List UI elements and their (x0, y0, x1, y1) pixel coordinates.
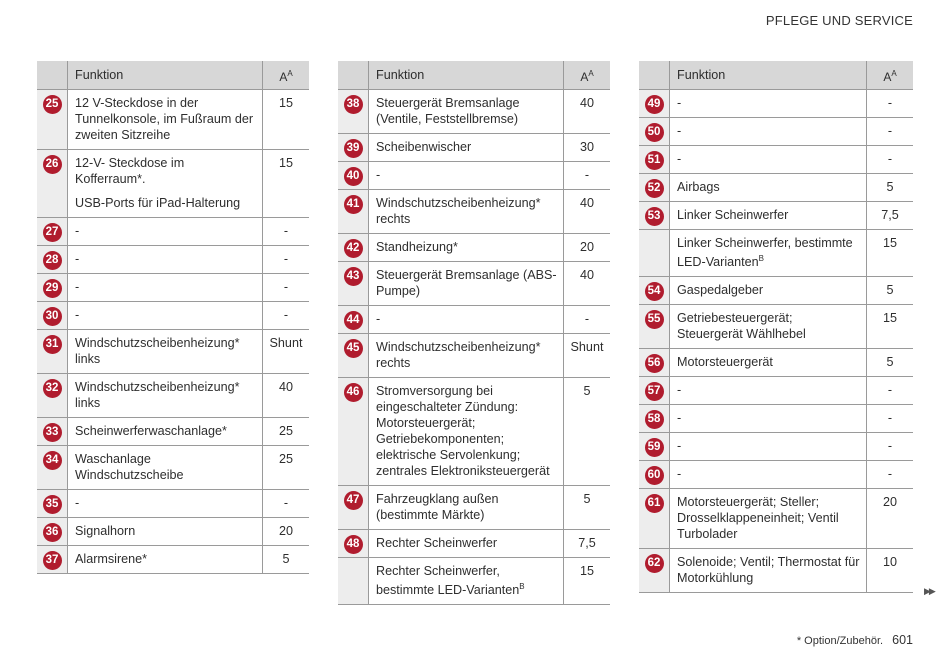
function-text: Steuergerät Bremsanlage (Ventile, Feststellbremse) (376, 96, 520, 126)
function-cell (68, 90, 263, 150)
table-row (338, 134, 610, 162)
function-cell (369, 378, 564, 486)
fuse-table (639, 61, 913, 593)
ampere-superscript: A (891, 68, 897, 78)
table-row (37, 546, 309, 574)
table-row (639, 489, 913, 549)
fuse-number-badge: 51 (645, 151, 664, 170)
ampere-cell: - (263, 274, 310, 302)
function-cell (369, 558, 564, 605)
ampere-cell: 40 (263, 374, 310, 418)
fuse-table (37, 61, 309, 574)
function-text: - (677, 96, 682, 110)
table-row (639, 405, 913, 433)
fuse-number-cell (338, 530, 369, 558)
ampere-cell: Shunt (564, 334, 611, 378)
ampere-symbol: A (580, 69, 589, 84)
table-row (338, 530, 610, 558)
function-text: Gaspedalgeber (677, 283, 764, 298)
function-cell (670, 305, 867, 349)
fuse-number-badge: 59 (645, 438, 664, 457)
fuse-number-badge: 41 (344, 195, 363, 214)
table-row (338, 262, 610, 306)
ampere-cell: 25 (263, 418, 310, 446)
function-text: - (376, 168, 381, 182)
fuse-number-badge: 27 (43, 223, 62, 242)
fuse-number-badge: 36 (43, 523, 62, 542)
fuse-number-badge: 37 (43, 551, 62, 570)
function-cell (68, 302, 263, 330)
function-cell (670, 405, 867, 433)
function-text: - (75, 224, 80, 238)
fuse-number-badge: 39 (344, 139, 363, 158)
fuse-number-cell (639, 405, 670, 433)
fuse-number-cell (37, 150, 68, 218)
ampere-cell: 40 (564, 190, 611, 234)
function-text: Windschutzscheibenheizung* rechts (376, 340, 541, 370)
table-row (37, 90, 309, 150)
function-cell (369, 234, 564, 262)
ampere-cell: 15 (564, 558, 611, 605)
fuse-number-badge: 30 (43, 307, 62, 326)
fuse-number-cell (639, 349, 670, 377)
function-text: - (75, 280, 80, 294)
fuse-number-cell (639, 305, 670, 349)
ampere-cell: 40 (564, 90, 611, 134)
function-text: Getriebesteuergerät; Steuergerät Wählhebel (677, 311, 806, 342)
fuse-number-cell (639, 489, 670, 549)
function-cell (369, 162, 564, 190)
table-row (338, 190, 610, 234)
table-row (639, 230, 913, 277)
fuse-number-badge: 25 (43, 95, 62, 114)
function-text: - (677, 152, 682, 166)
function-cell (670, 433, 867, 461)
fuse-number-cell (639, 174, 670, 202)
footnote-option: * Option/Zubehör. (796, 635, 884, 647)
fuse-number-badge: 55 (645, 310, 664, 329)
function-cell (369, 262, 564, 306)
function-text: Rechter Scheinwerfer (376, 536, 498, 550)
continue-arrow-icon[interactable]: ▶▶ (924, 586, 934, 596)
table-row (639, 202, 913, 230)
ampere-cell: 10 (867, 549, 914, 593)
function-text: Steuergerät Bremsanlage (ABS-Pumpe) (376, 268, 557, 298)
function-text: 12 V-Steckdose in der Tunnelkonsole, im Fußraum der zweiten Sitzreihe (75, 96, 254, 142)
function-text: Airbags (677, 180, 720, 194)
header-function-label: Funktion (75, 68, 124, 82)
table-row (37, 446, 309, 490)
function-text: - (677, 124, 682, 138)
page-number: 601 (892, 633, 913, 647)
table-row (338, 334, 610, 378)
function-cell (670, 146, 867, 174)
page-footer (797, 633, 913, 647)
table-row (37, 218, 309, 246)
function-cell (68, 330, 263, 374)
table-row (639, 549, 913, 593)
function-text: Fahrzeugklang außen (bestimmte Märkte) (376, 492, 499, 522)
function-cell (369, 530, 564, 558)
fuse-number-cell (338, 190, 369, 234)
table-row (37, 150, 309, 218)
function-cell (369, 334, 564, 378)
ampere-cell: - (263, 246, 310, 274)
function-cell (369, 134, 564, 162)
fuse-table-column-2 (338, 61, 610, 605)
fuse-number-cell (37, 246, 68, 274)
table-row (639, 90, 913, 118)
table-row (639, 174, 913, 202)
ampere-superscript: A (287, 68, 293, 78)
fuse-number-badge: 61 (645, 494, 664, 513)
footnote-marker: B (519, 582, 525, 591)
fuse-number-cell (639, 202, 670, 230)
fuse-number-cell (338, 234, 369, 262)
table-row (338, 162, 610, 190)
ampere-cell: - (867, 90, 914, 118)
footnote-marker: B (758, 254, 765, 263)
function-cell (369, 190, 564, 234)
fuse-number-cell (639, 377, 670, 405)
fuse-number-cell (338, 134, 369, 162)
ampere-cell: 5 (867, 349, 914, 377)
fuse-number-badge: 33 (43, 423, 62, 442)
function-text: Windschutzscheibenheizung* rechts (376, 196, 541, 226)
table-row (338, 306, 610, 334)
table-row (338, 234, 610, 262)
header-number-cell (639, 61, 670, 90)
ampere-cell: - (263, 218, 310, 246)
fuse-number-badge: 50 (645, 123, 664, 142)
table-row (37, 274, 309, 302)
fuse-number-cell (338, 162, 369, 190)
ampere-cell: - (867, 433, 914, 461)
ampere-cell: - (564, 306, 611, 334)
fuse-table-column-1 (37, 61, 309, 574)
function-cell (670, 118, 867, 146)
function-cell (670, 349, 867, 377)
ampere-cell: 40 (564, 262, 611, 306)
function-cell (369, 306, 564, 334)
table-row (338, 378, 610, 486)
function-cell (670, 174, 867, 202)
fuse-number-cell (338, 378, 369, 486)
fuse-number-badge: 46 (344, 383, 363, 402)
ampere-cell: - (867, 461, 914, 489)
table-header-row (37, 61, 309, 90)
fuse-number-cell (639, 118, 670, 146)
ampere-cell: - (867, 405, 914, 433)
ampere-cell: Shunt (263, 330, 310, 374)
function-text: - (75, 308, 80, 322)
fuse-number-cell (37, 518, 68, 546)
function-cell (670, 549, 867, 593)
ampere-cell: 20 (263, 518, 310, 546)
ampere-cell: 5 (564, 486, 611, 530)
table-row (639, 461, 913, 489)
fuse-number-badge: 54 (645, 282, 664, 301)
fuse-table-column-3 (639, 61, 913, 593)
function-cell (670, 377, 867, 405)
function-cell (68, 150, 263, 218)
fuse-number-cell (37, 218, 68, 246)
fuse-number-badge: 26 (43, 155, 62, 174)
ampere-cell: 15 (867, 230, 914, 277)
header-number-cell (37, 61, 68, 90)
ampere-cell: 5 (867, 277, 914, 305)
function-text: - (75, 252, 80, 266)
function-text: Scheinwerferwaschanlage* (75, 424, 227, 438)
fuse-number-cell (37, 546, 68, 574)
ampere-symbol: A (279, 69, 288, 84)
header-function (670, 61, 867, 90)
ampere-cell: 7,5 (867, 202, 914, 230)
table-row (37, 330, 309, 374)
ampere-cell: 25 (263, 446, 310, 490)
ampere-superscript: A (588, 68, 594, 78)
function-text: Signalhorn (75, 524, 136, 538)
ampere-cell: 5 (564, 378, 611, 486)
fuse-number-badge: 29 (43, 279, 62, 298)
function-cell (670, 202, 867, 230)
function-cell (68, 374, 263, 418)
fuse-number-cell (639, 230, 670, 277)
function-note: USB-Ports für iPad-Halterung (75, 196, 241, 210)
function-cell (670, 230, 867, 277)
fuse-number-cell (639, 277, 670, 305)
ampere-cell: - (867, 377, 914, 405)
fuse-number-cell (37, 274, 68, 302)
fuse-number-badge: 44 (344, 311, 363, 330)
fuse-number-badge: 38 (344, 95, 363, 114)
fuse-number-cell (37, 418, 68, 446)
fuse-number-badge: 47 (344, 491, 363, 510)
function-text: Waschanlage Windschutzscheibe (75, 452, 184, 482)
table-row (338, 90, 610, 134)
function-cell (670, 277, 867, 305)
header-ampere (263, 61, 310, 90)
ampere-cell: - (263, 302, 310, 330)
ampere-cell: - (564, 162, 611, 190)
fuse-number-cell (37, 90, 68, 150)
fuse-table (338, 61, 610, 605)
function-cell (68, 490, 263, 518)
table-row (639, 277, 913, 305)
function-cell (68, 446, 263, 490)
fuse-number-cell (37, 302, 68, 330)
ampere-cell: 5 (263, 546, 310, 574)
fuse-number-badge: 35 (43, 495, 62, 514)
table-row (338, 558, 610, 605)
function-cell (68, 418, 263, 446)
table-row (37, 418, 309, 446)
fuse-number-badge: 57 (645, 382, 664, 401)
function-cell (68, 246, 263, 274)
function-cell (68, 546, 263, 574)
function-text: - (677, 383, 682, 398)
fuse-number-badge: 43 (344, 267, 363, 286)
function-text: Linker Scheinwerfer (677, 208, 789, 222)
table-row (37, 518, 309, 546)
fuse-number-badge: 40 (344, 167, 363, 186)
fuse-number-badge: 49 (645, 95, 664, 114)
function-text: - (677, 411, 682, 426)
ampere-cell: 5 (867, 174, 914, 202)
fuse-number-badge: 60 (645, 466, 664, 485)
header-function-label: Funktion (677, 68, 726, 82)
ampere-cell: 15 (263, 150, 310, 218)
table-row (37, 246, 309, 274)
function-text: Alarmsirene* (75, 552, 148, 566)
fuse-number-badge: 32 (43, 379, 62, 398)
function-text: Windschutzscheibenheizung* links (75, 336, 240, 366)
fuse-number-cell (338, 334, 369, 378)
fuse-number-cell (338, 306, 369, 334)
fuse-number-badge: 34 (43, 451, 62, 470)
function-cell (369, 90, 564, 134)
fuse-number-cell (639, 549, 670, 593)
function-text: Scheibenwischer (376, 140, 472, 154)
fuse-number-cell (37, 490, 68, 518)
table-row (37, 374, 309, 418)
ampere-symbol: A (883, 69, 892, 84)
table-row (639, 305, 913, 349)
function-cell (670, 461, 867, 489)
fuse-number-cell (639, 461, 670, 489)
header-function (68, 61, 263, 90)
fuse-number-cell (338, 558, 369, 605)
header-ampere (867, 61, 914, 90)
fuse-number-cell (338, 486, 369, 530)
table-row (639, 433, 913, 461)
table-header-row (338, 61, 610, 90)
fuse-number-cell (37, 374, 68, 418)
header-function-label: Funktion (376, 68, 425, 82)
function-text: - (376, 312, 381, 326)
function-text: - (75, 496, 80, 510)
table-row (338, 486, 610, 530)
table-row (37, 490, 309, 518)
fuse-number-cell (639, 433, 670, 461)
fuse-number-cell (37, 330, 68, 374)
header-number-cell (338, 61, 369, 90)
fuse-number-cell (338, 262, 369, 306)
ampere-cell: - (263, 490, 310, 518)
header-ampere (564, 61, 611, 90)
function-cell (68, 218, 263, 246)
fuse-number-cell (639, 146, 670, 174)
fuse-number-badge: 58 (645, 410, 664, 429)
ampere-cell: 15 (867, 305, 914, 349)
function-cell (369, 486, 564, 530)
fuse-number-badge: 45 (344, 339, 363, 358)
table-row (639, 377, 913, 405)
function-text: 12-V- Steckdose im Kofferraum*. (75, 156, 185, 186)
function-text: Motorsteuergerät (677, 355, 773, 370)
ampere-cell: 15 (263, 90, 310, 150)
ampere-cell: 20 (867, 489, 914, 549)
ampere-cell: - (867, 118, 914, 146)
ampere-cell: - (867, 146, 914, 174)
fuse-number-badge: 56 (645, 354, 664, 373)
fuse-number-cell (37, 446, 68, 490)
header-function (369, 61, 564, 90)
table-header-row (639, 61, 913, 90)
table-row (639, 349, 913, 377)
function-cell (670, 489, 867, 549)
fuse-number-cell (639, 90, 670, 118)
function-text: Rechter Scheinwerfer, bestimmte LED-Varianten (376, 564, 520, 598)
function-text: Motorsteuergerät; Steller; Drosselklappeneinheit; Ventil Turbolader (677, 495, 839, 542)
function-text: Stromversorgung bei eingeschalteter Zündung: Motorsteuergerät; Getriebekomponenten; elektrische Servolenkung; zentrales Elektroniksteuergerät (376, 384, 550, 478)
function-cell (68, 518, 263, 546)
fuse-number-badge: 53 (645, 207, 664, 226)
fuse-number-badge: 48 (344, 535, 363, 554)
function-text: Windschutzscheibenheizung* links (75, 380, 240, 410)
function-cell (68, 274, 263, 302)
ampere-cell: 20 (564, 234, 611, 262)
table-row (639, 146, 913, 174)
function-text: Linker Scheinwerfer, bestimmte LED-Varianten (677, 236, 853, 270)
fuse-number-badge: 31 (43, 335, 62, 354)
function-text: Standheizung* (376, 240, 458, 254)
table-row (37, 302, 309, 330)
fuse-number-badge: 52 (645, 179, 664, 198)
fuse-number-badge: 42 (344, 239, 363, 258)
fuse-number-badge: 62 (645, 554, 664, 573)
function-cell (670, 90, 867, 118)
function-text: - (677, 467, 682, 482)
function-text: Solenoide; Ventil; Thermostat für Motorkühlung (677, 555, 860, 586)
section-title: PFLEGE UND SERVICE (765, 13, 913, 28)
table-row (639, 118, 913, 146)
ampere-cell: 7,5 (564, 530, 611, 558)
fuse-number-cell (338, 90, 369, 134)
ampere-cell: 30 (564, 134, 611, 162)
fuse-number-badge: 28 (43, 251, 62, 270)
function-text: - (677, 439, 682, 454)
